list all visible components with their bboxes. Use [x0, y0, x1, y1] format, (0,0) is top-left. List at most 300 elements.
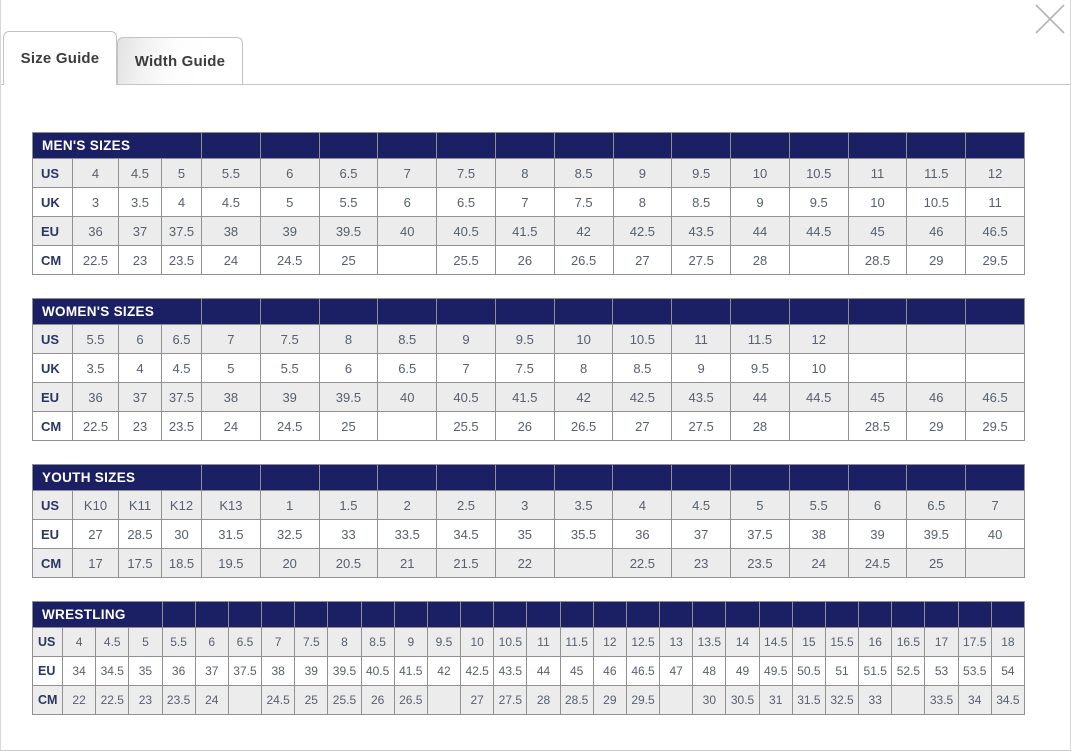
women-s-sizes-row-cm [33, 412, 1025, 441]
size-cell: 31.5 [202, 520, 261, 549]
size-cell: 51.5 [859, 657, 892, 686]
header-cell [958, 602, 991, 628]
size-cell: 5.5 [162, 628, 195, 657]
size-cell: 40 [378, 217, 437, 246]
size-cell: 33 [319, 520, 378, 549]
size-cell: 7 [966, 491, 1025, 520]
size-cell: 7.5 [260, 325, 319, 354]
size-cell: 42 [554, 383, 613, 412]
size-guide-panel [1, 84, 1070, 750]
size-cell: 6.5 [907, 491, 966, 520]
tab-width-guide[interactable] [117, 37, 243, 84]
wrestling-row-us [33, 628, 1025, 657]
header-cell [848, 133, 907, 159]
header-cell [260, 465, 319, 491]
header-cell [925, 602, 958, 628]
header-cell [427, 602, 460, 628]
size-cell: 11 [527, 628, 560, 657]
header-cell [789, 133, 848, 159]
size-cell: 28.5 [560, 686, 593, 715]
size-cell: 34.5 [96, 657, 129, 686]
header-cell [361, 602, 394, 628]
size-cell: 3 [73, 188, 119, 217]
size-cell: 29.5 [966, 412, 1025, 441]
size-cell [907, 354, 966, 383]
size-cell: 39.5 [328, 657, 361, 686]
size-cell: 53 [925, 657, 958, 686]
row-label: CM [33, 549, 73, 578]
size-cell: 46.5 [626, 657, 659, 686]
size-cell: 25.5 [328, 686, 361, 715]
size-cell: 6.5 [162, 325, 202, 354]
tab-size-guide[interactable] [3, 31, 117, 85]
size-cell: 11.5 [560, 628, 593, 657]
size-cell: 25.5 [437, 246, 496, 275]
size-cell: 25.5 [437, 412, 496, 441]
size-cell: 37.5 [162, 383, 202, 412]
size-cell [427, 686, 460, 715]
header-cell [792, 602, 825, 628]
size-cell: 38 [262, 657, 295, 686]
size-cell: 44.5 [789, 383, 848, 412]
row-label: US [33, 491, 73, 520]
header-cell [848, 465, 907, 491]
size-cell: 3.5 [73, 354, 119, 383]
size-cell: 26 [495, 412, 554, 441]
size-cell: 28.5 [848, 246, 907, 275]
size-cell: 24 [202, 246, 261, 275]
size-cell: 37 [672, 520, 731, 549]
size-cell: 10 [461, 628, 494, 657]
size-cell: 41.5 [495, 383, 554, 412]
header-cell [966, 299, 1025, 325]
size-cell: 18.5 [162, 549, 202, 578]
header-cell [613, 465, 672, 491]
size-cell: 7 [437, 354, 496, 383]
size-cell: 4.5 [672, 491, 731, 520]
size-cell: 25 [319, 412, 378, 441]
size-cell: 12.5 [626, 628, 659, 657]
header-cell [726, 602, 759, 628]
size-cell: 23.5 [162, 412, 202, 441]
size-cell: 8.5 [554, 159, 613, 188]
size-cell: 44.5 [789, 217, 848, 246]
size-cell: 5.5 [202, 159, 261, 188]
size-cell: 22 [63, 686, 96, 715]
header-cell [759, 602, 792, 628]
size-cell: 45 [560, 657, 593, 686]
row-label: EU [33, 520, 73, 549]
size-cell: 27.5 [672, 246, 731, 275]
size-cell [966, 354, 1025, 383]
header-cell [892, 602, 925, 628]
row-label: EU [33, 657, 63, 686]
size-cell: 29.5 [966, 246, 1025, 275]
size-cell: 34 [958, 686, 991, 715]
size-cell: 4.5 [162, 354, 202, 383]
header-cell [260, 133, 319, 159]
size-cell: 6 [119, 325, 162, 354]
size-cell: 23.5 [162, 246, 202, 275]
size-cell: 6 [319, 354, 378, 383]
size-cell: 47 [660, 657, 693, 686]
row-label: EU [33, 383, 73, 412]
size-cell: 36 [73, 383, 119, 412]
size-cell: 33.5 [925, 686, 958, 715]
header-cell [202, 465, 261, 491]
size-cell: 42.5 [461, 657, 494, 686]
size-cell: 40.5 [437, 217, 496, 246]
header-cell [319, 465, 378, 491]
size-cell: 29 [593, 686, 626, 715]
size-cell: 4 [119, 354, 162, 383]
size-cell: 7.5 [554, 188, 613, 217]
size-cell: 6 [260, 159, 319, 188]
size-cell: 30 [693, 686, 726, 715]
header-cell [319, 133, 378, 159]
size-cell: 2 [378, 491, 437, 520]
size-cell: 24.5 [848, 549, 907, 578]
size-cell: 30.5 [726, 686, 759, 715]
men-s-sizes-row-cm [33, 246, 1025, 275]
size-cell: 8 [319, 325, 378, 354]
header-cell [626, 602, 659, 628]
youth-sizes-table [32, 464, 1025, 578]
size-cell: 23.5 [731, 549, 790, 578]
size-cell: 35 [129, 657, 162, 686]
header-cell [262, 602, 295, 628]
size-cell: 6.5 [319, 159, 378, 188]
size-cell: 39 [260, 383, 319, 412]
size-cell: 26 [361, 686, 394, 715]
row-label: CM [33, 246, 73, 275]
size-cell: 7 [378, 159, 437, 188]
size-cell: 3 [495, 491, 554, 520]
size-cell: 37.5 [228, 657, 261, 686]
youth-sizes-row-us [33, 491, 1025, 520]
size-cell: 24.5 [260, 246, 319, 275]
size-cell: 11 [966, 188, 1025, 217]
header-cell [328, 602, 361, 628]
size-cell: 40 [966, 520, 1025, 549]
size-cell: 13.5 [693, 628, 726, 657]
size-cell: 35 [495, 520, 554, 549]
header-cell [378, 299, 437, 325]
header-cell [554, 133, 613, 159]
women-s-sizes-row-uk [33, 354, 1025, 383]
size-cell: 9.5 [427, 628, 460, 657]
size-cell: 48 [693, 657, 726, 686]
size-cell: 39 [848, 520, 907, 549]
size-cell: 23 [672, 549, 731, 578]
size-cell: 44 [731, 217, 790, 246]
row-label: CM [33, 686, 63, 715]
size-cell: 26.5 [394, 686, 427, 715]
header-cell [195, 602, 228, 628]
size-cell: 49 [726, 657, 759, 686]
size-cell: 7 [202, 325, 261, 354]
size-cell: 5.5 [789, 491, 848, 520]
size-cell: 37 [119, 383, 162, 412]
size-cell: 46 [907, 217, 966, 246]
size-cell: 24 [202, 412, 261, 441]
size-cell: 39.5 [319, 383, 378, 412]
header-cell [613, 133, 672, 159]
size-cell: 4.5 [119, 159, 162, 188]
size-cell: 33 [859, 686, 892, 715]
size-cell: 28 [731, 412, 790, 441]
size-cell [789, 412, 848, 441]
size-cell: 8 [613, 188, 672, 217]
size-cell: 17.5 [958, 628, 991, 657]
women-s-sizes-title: WOMEN'S SIZES [33, 299, 202, 325]
size-cell: 10.5 [907, 188, 966, 217]
size-cell: 7.5 [295, 628, 328, 657]
size-cell: 5 [260, 188, 319, 217]
size-cell: 16.5 [892, 628, 925, 657]
size-cell: 22.5 [73, 246, 119, 275]
header-cell [437, 465, 496, 491]
size-cell [892, 686, 925, 715]
size-cell: 5 [731, 491, 790, 520]
size-cell: 25 [907, 549, 966, 578]
row-label: UK [33, 354, 73, 383]
size-cell: 39 [295, 657, 328, 686]
size-cell: 6 [378, 188, 437, 217]
size-cell [378, 246, 437, 275]
size-cell: 32.5 [260, 520, 319, 549]
size-cell: 54 [991, 657, 1024, 686]
header-cell [825, 602, 858, 628]
row-label: CM [33, 412, 73, 441]
size-cell: 38 [202, 383, 261, 412]
size-cell: 12 [593, 628, 626, 657]
size-cell: 7 [495, 188, 554, 217]
size-cell: 22.5 [613, 549, 672, 578]
header-cell [731, 465, 790, 491]
size-cell: 36 [162, 657, 195, 686]
size-cell: 51 [825, 657, 858, 686]
header-cell [527, 602, 560, 628]
row-label: US [33, 628, 63, 657]
size-cell: 3.5 [119, 188, 162, 217]
size-cell: 9 [613, 159, 672, 188]
size-cell: 40.5 [437, 383, 496, 412]
size-cell: 39.5 [319, 217, 378, 246]
header-cell [660, 602, 693, 628]
size-cell: 8.5 [361, 628, 394, 657]
size-cell: 26 [495, 246, 554, 275]
header-cell [162, 602, 195, 628]
men-s-sizes-title: MEN'S SIZES [33, 133, 202, 159]
size-cell: 46.5 [966, 383, 1025, 412]
size-cell: 10 [731, 159, 790, 188]
size-cell: 4.5 [96, 628, 129, 657]
header-cell [731, 299, 790, 325]
wrestling-row-cm [33, 686, 1025, 715]
size-cell: 4 [73, 159, 119, 188]
size-cell: 3.5 [554, 491, 613, 520]
header-cell [966, 133, 1025, 159]
header-cell [848, 299, 907, 325]
size-cell: 36 [613, 520, 672, 549]
size-cell: 17 [925, 628, 958, 657]
size-cell: 38 [202, 217, 261, 246]
size-cell: 43.5 [672, 217, 731, 246]
tab-size-guide-label: Size Guide [20, 50, 100, 67]
size-cell: 20 [260, 549, 319, 578]
header-cell [560, 602, 593, 628]
size-cell: 8.5 [672, 188, 731, 217]
size-cell: 29 [907, 412, 966, 441]
header-cell [907, 133, 966, 159]
size-cell: 9.5 [672, 159, 731, 188]
size-cell: 8 [554, 354, 613, 383]
size-cell: 28 [527, 686, 560, 715]
header-cell [378, 133, 437, 159]
size-cell: 31 [759, 686, 792, 715]
size-cell: 42 [554, 217, 613, 246]
size-cell: 24.5 [260, 412, 319, 441]
header-cell [554, 299, 613, 325]
size-cell: 14 [726, 628, 759, 657]
size-cell: 34.5 [437, 520, 496, 549]
size-cell: 7.5 [437, 159, 496, 188]
size-cell: 35.5 [554, 520, 613, 549]
close-icon[interactable] [1032, 1, 1068, 37]
header-cell [672, 133, 731, 159]
size-cell: 5 [129, 628, 162, 657]
size-cell: 37 [119, 217, 162, 246]
size-cell: 27 [613, 412, 672, 441]
size-cell: 8 [495, 159, 554, 188]
size-cell: 46.5 [966, 217, 1025, 246]
size-cell: 41.5 [394, 657, 427, 686]
size-cell: 23 [129, 686, 162, 715]
size-cell: 9 [394, 628, 427, 657]
size-cell: 33.5 [378, 520, 437, 549]
wrestling-row-eu [33, 657, 1025, 686]
size-cell: 6.5 [437, 188, 496, 217]
size-cell [660, 686, 693, 715]
size-cell: 6.5 [228, 628, 261, 657]
youth-sizes-row-eu [33, 520, 1025, 549]
size-cell: 17.5 [119, 549, 162, 578]
size-cell: 45 [848, 217, 907, 246]
size-cell: 22.5 [96, 686, 129, 715]
size-cell: 11 [672, 325, 731, 354]
size-cell: 34 [63, 657, 96, 686]
size-cell: 10 [554, 325, 613, 354]
size-cell [966, 325, 1025, 354]
size-cell: 22.5 [73, 412, 119, 441]
header-cell [693, 602, 726, 628]
size-cell: 20.5 [319, 549, 378, 578]
size-cell: 10.5 [789, 159, 848, 188]
header-cell [731, 133, 790, 159]
header-cell [593, 602, 626, 628]
size-cell: 10 [848, 188, 907, 217]
size-cell: 25 [319, 246, 378, 275]
size-cell: 41.5 [495, 217, 554, 246]
size-cell: 21.5 [437, 549, 496, 578]
size-cell: 25 [295, 686, 328, 715]
size-cell: 24 [789, 549, 848, 578]
size-cell: 5 [202, 354, 261, 383]
size-cell: 46 [593, 657, 626, 686]
size-cell: 32.5 [825, 686, 858, 715]
size-cell: 10.5 [494, 628, 527, 657]
size-cell: 10.5 [613, 325, 672, 354]
size-cell: 8 [328, 628, 361, 657]
size-cell: 28.5 [119, 520, 162, 549]
header-cell [966, 465, 1025, 491]
size-cell: 46 [907, 383, 966, 412]
header-cell [613, 299, 672, 325]
size-cell: 39 [260, 217, 319, 246]
size-cell: 36 [73, 217, 119, 246]
size-cell: 11.5 [731, 325, 790, 354]
row-label: EU [33, 217, 73, 246]
header-cell [991, 602, 1024, 628]
size-cell: 42.5 [613, 383, 672, 412]
size-cell: 29.5 [626, 686, 659, 715]
size-cell: 4 [63, 628, 96, 657]
size-cell: 45 [848, 383, 907, 412]
size-cell: 5 [162, 159, 202, 188]
size-cell [848, 325, 907, 354]
header-cell [789, 299, 848, 325]
size-cell: 9.5 [789, 188, 848, 217]
size-cell: 6.5 [378, 354, 437, 383]
tab-width-guide-label: Width Guide [134, 52, 226, 70]
women-s-sizes-table [32, 298, 1025, 441]
size-cell: 26.5 [554, 412, 613, 441]
size-cell: K11 [119, 491, 162, 520]
header-cell [672, 299, 731, 325]
size-cell: 23.5 [162, 686, 195, 715]
size-cell: 40 [378, 383, 437, 412]
size-cell: 27 [613, 246, 672, 275]
header-cell [495, 465, 554, 491]
size-cell: 2.5 [437, 491, 496, 520]
size-cell: 21 [378, 549, 437, 578]
size-cell: K12 [162, 491, 202, 520]
size-cell: 42.5 [613, 217, 672, 246]
header-cell [378, 465, 437, 491]
size-cell: 6 [195, 628, 228, 657]
size-cell: K13 [202, 491, 261, 520]
size-cell: 27 [73, 520, 119, 549]
size-cell: 43.5 [494, 657, 527, 686]
size-cell: 11 [848, 159, 907, 188]
size-cell: 17 [73, 549, 119, 578]
size-cell: 4 [162, 188, 202, 217]
size-cell: 7 [262, 628, 295, 657]
size-cell: 43.5 [672, 383, 731, 412]
header-cell [461, 602, 494, 628]
size-cell: 9 [731, 188, 790, 217]
size-cell: 30 [162, 520, 202, 549]
size-cell: 19.5 [202, 549, 261, 578]
header-cell [202, 133, 261, 159]
size-cell: 27 [461, 686, 494, 715]
size-cell: 5.5 [73, 325, 119, 354]
size-cell: 18 [991, 628, 1024, 657]
size-cell: 5.5 [319, 188, 378, 217]
size-cell [789, 246, 848, 275]
wrestling-title: WRESTLING [33, 602, 163, 628]
